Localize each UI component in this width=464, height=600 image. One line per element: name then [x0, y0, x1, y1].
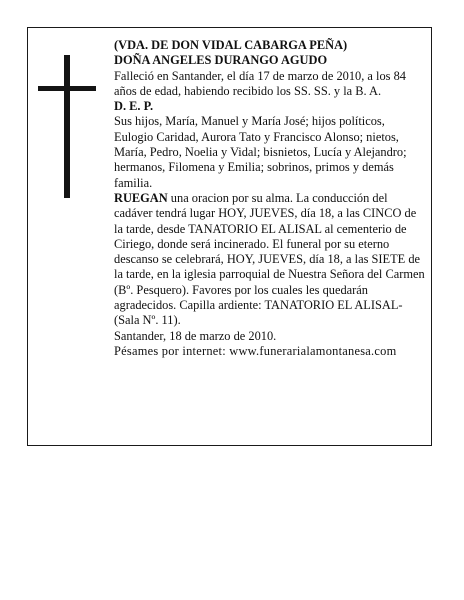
cross-icon-bar [38, 86, 96, 91]
request-lead: RUEGAN [114, 190, 168, 205]
request-paragraph [114, 191, 426, 329]
widow-line: (VDA. DE DON VIDAL CABARGA PEÑA) [114, 38, 348, 52]
dep-line: D. E. P. [114, 99, 154, 114]
request-text: una oracion por su alma. La conducción del cadáver tendrá lugar HOY, JUEVES, día 18, a las CINCO de la tarde, desde TANATORIO EL ALISAL al cementerio de Ciriego, donde será incinerado. El funeral por su eterno descanso se celebrará, HOY, JUEVES, día 18, a las SIETE de la tarde, en la iglesia parroquial de Nuestra Señora del Carmen (Bº. Pesquero). Favores por los cuales les quedarán agradecidos. Capilla ardiente: TANATORIO EL ALISAL-(Sala Nº. 11). [114, 190, 425, 328]
condolences-line: Pésames por internet: www.funerarialamontanesa.com [114, 343, 397, 358]
family-list: Sus hijos, María, Manuel y María José; hijos políticos, Eulogio Caridad, Aurora Tato y Francisco Alonso; nietos, María, Pedro, Noelia y Vidal; bisnietos, Lucía y Alejandro; hermanos, Filomena y Emilia; sobrinos, primos y demás familia. [114, 114, 407, 190]
deceased-name: DOÑA ANGELES DURANGO AGUDO [114, 53, 328, 68]
place-date: Santander, 18 de marzo de 2010. [114, 328, 277, 343]
death-info: Falleció en Santander, el día 17 de marzo de 2010, a los 84 años de edad, habiendo recibido los SS. SS. y la B. A. [114, 68, 406, 98]
obituary-text [114, 38, 426, 359]
cross-icon [64, 55, 70, 198]
